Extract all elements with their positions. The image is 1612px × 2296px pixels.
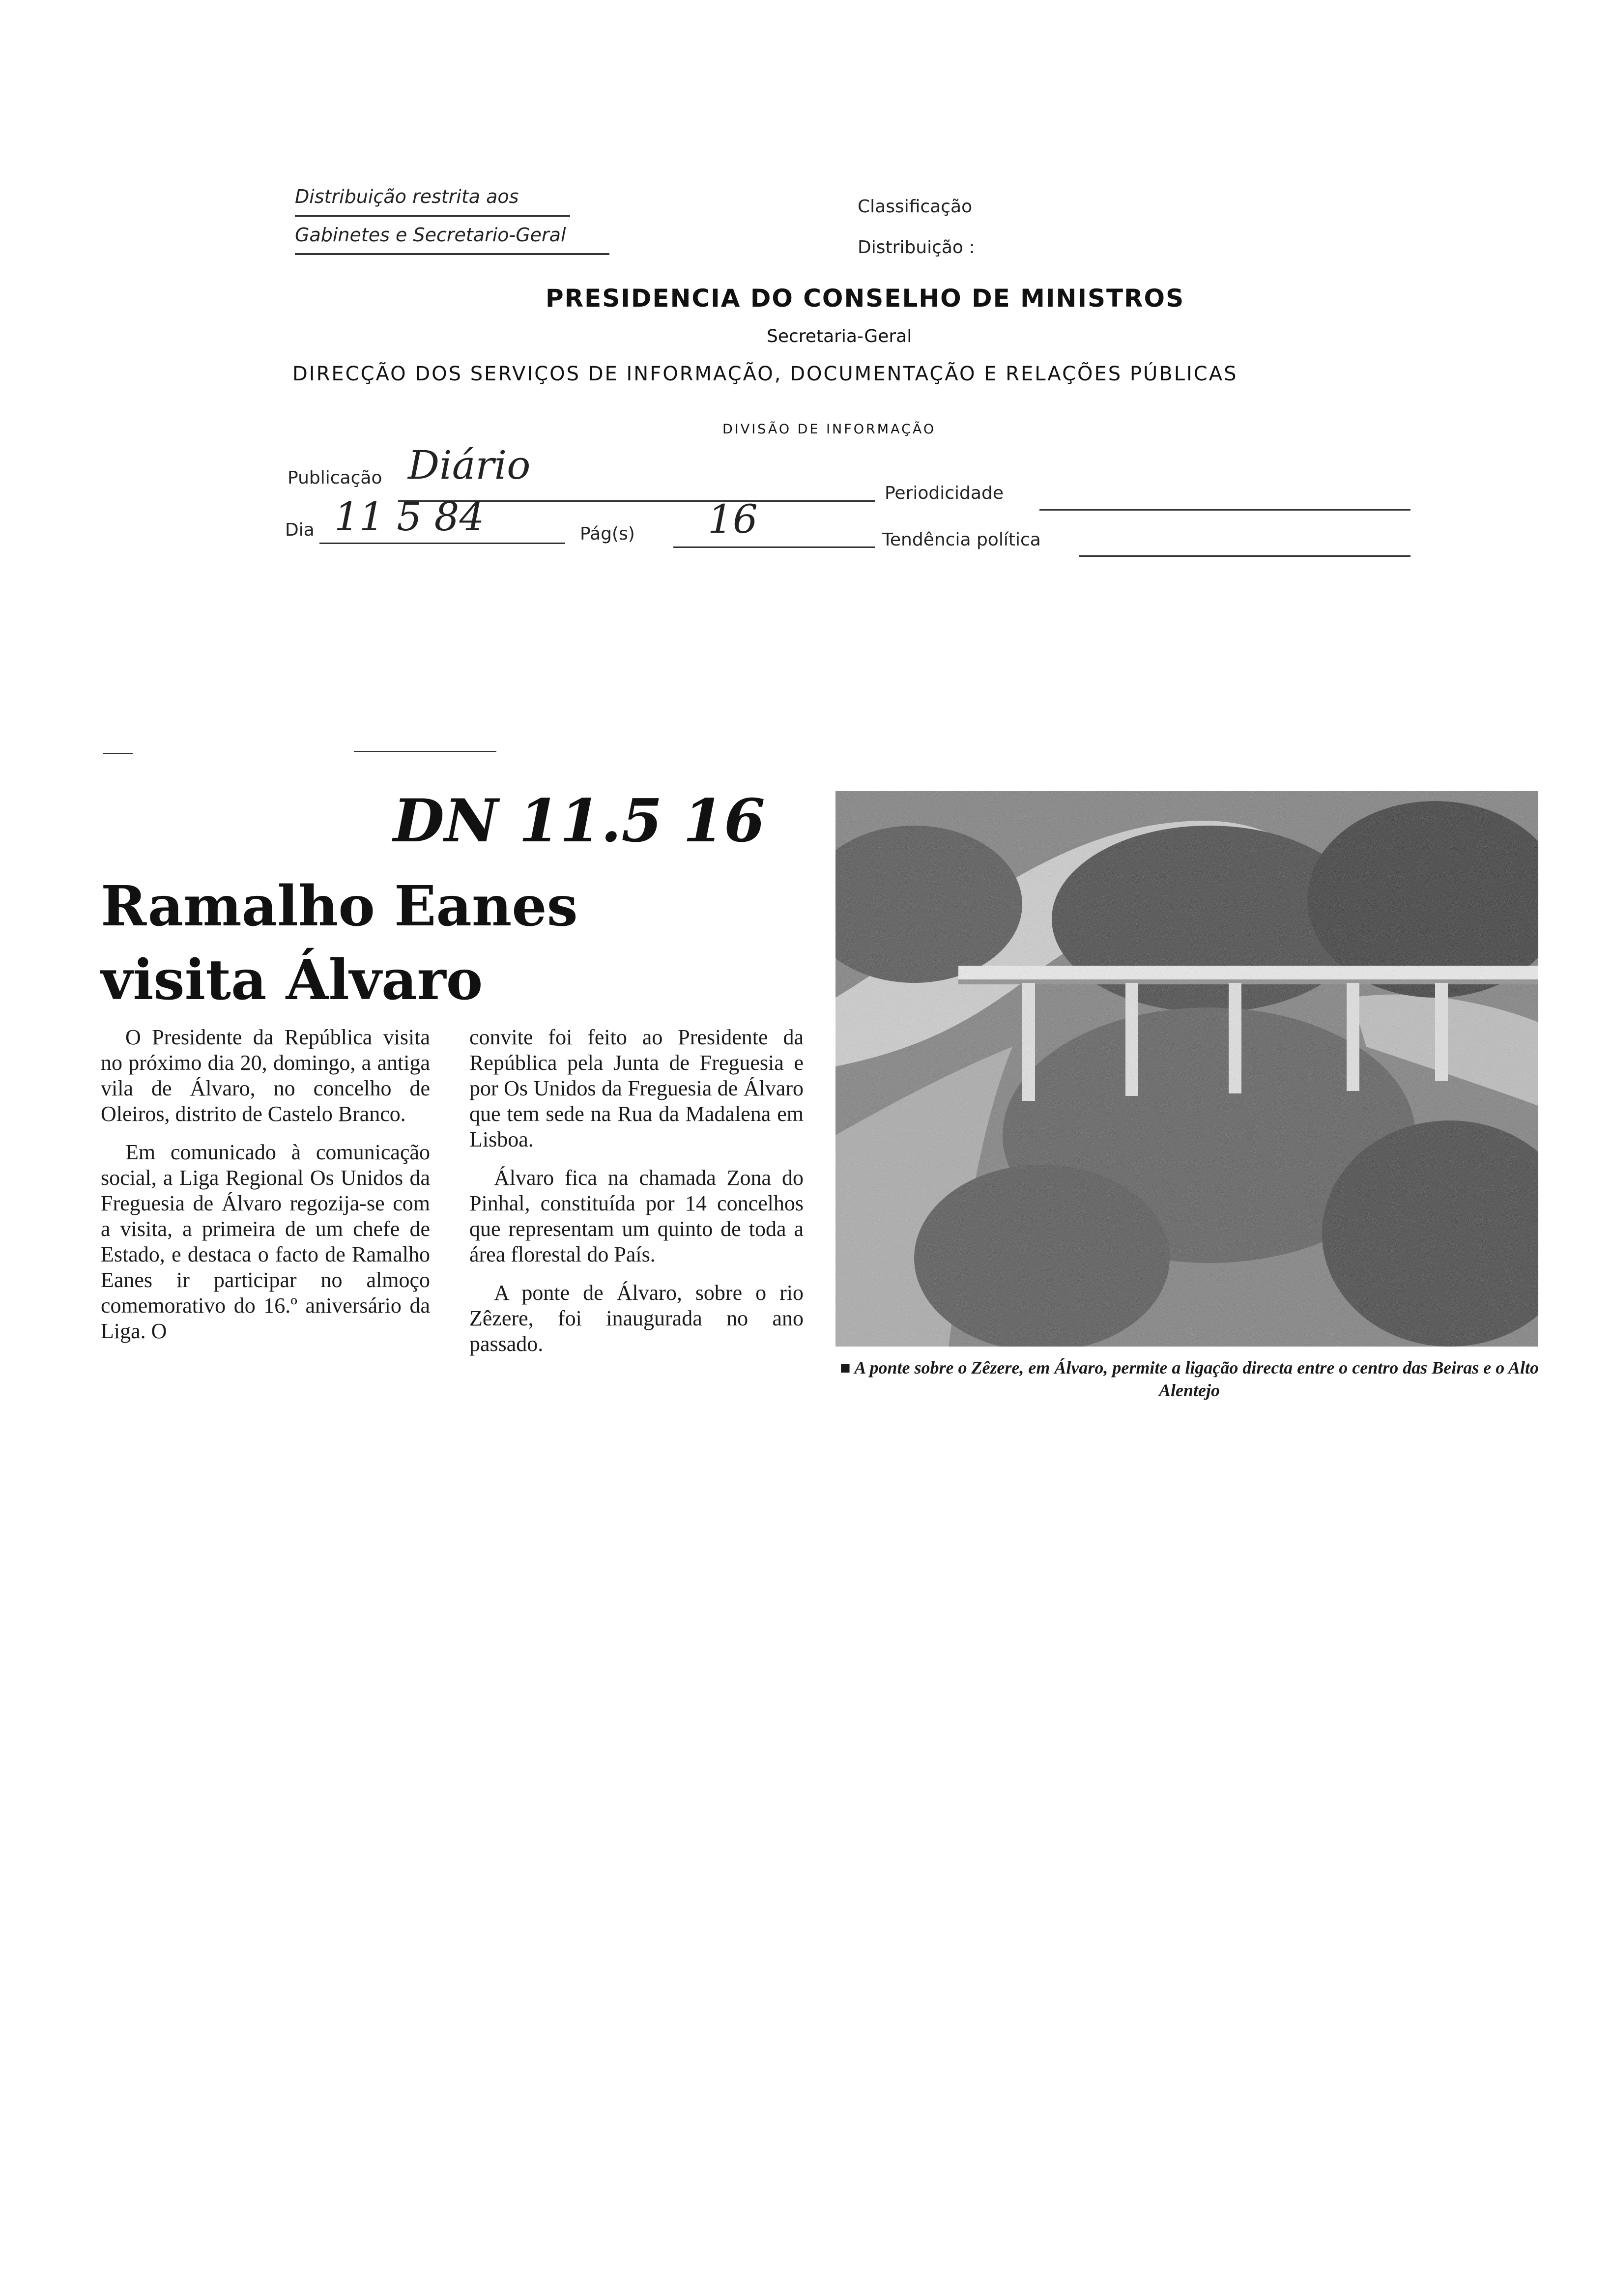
photo-caption: ■ A ponte sobre o Zêzere, em Álvaro, permite a ligação directa entre o centro das Beiras e o Alto Alentejo — [840, 1358, 1539, 1400]
clipping-rule — [103, 753, 133, 754]
article-paragraph: Álvaro fica na chamada Zona do Pinhal, constituída por 14 concelhos que representam um quinto de toda a área florestal do País. — [469, 1166, 804, 1266]
distribution-note-line1: Distribuição restrita aos — [295, 186, 519, 207]
article-column-2 — [469, 1025, 804, 1370]
underline — [295, 215, 570, 217]
field-line — [673, 546, 875, 548]
distribution-label: Distribuição : — [858, 237, 975, 258]
department-name: DIRECÇÃO DOS SERVIÇOS DE INFORMAÇÃO, DOCUMENTAÇÃO E RELAÇÕES PÚBLICAS — [292, 363, 1238, 385]
pages-value: 16 — [708, 496, 758, 542]
page-title: PRESIDENCIA DO CONSELHO DE MINISTROS — [546, 284, 1185, 313]
headline-line2: visita Álvaro — [101, 948, 483, 1012]
day-value: 11 5 84 — [334, 494, 485, 540]
handwritten-annotation: DN 11.5 16 — [393, 786, 765, 856]
bridge-photo-image — [835, 791, 1538, 1347]
clipping-rule — [354, 751, 496, 752]
article-column-1 — [101, 1025, 430, 1357]
article-paragraph: A ponte de Álvaro, sobre o rio Zêzere, foi inaugurada no ano passado. — [469, 1281, 804, 1356]
page-subtitle: Secretaria-Geral — [767, 326, 912, 346]
article-paragraph: O Presidente da República visita no próximo dia 20, domingo, a antiga vila de Álvaro, no concelho de Oleiros, distrito de Castelo Branco. — [101, 1025, 430, 1126]
division-name: DIVISÃO DE INFORMAÇÃO — [722, 422, 936, 437]
article-paragraph: convite foi feito ao Presidente da República pela Junta de Freguesia e por Os Unidos da Freguesia de Álvaro que tem sede na Rua da Madalena em Lisboa. — [469, 1025, 804, 1151]
distribution-note-line2: Gabinetes e Secretario-Geral — [295, 224, 566, 246]
political-tendency-label: Tendência política — [882, 530, 1041, 550]
field-line — [1079, 555, 1410, 557]
publication-value: Diário — [408, 442, 531, 488]
bridge-photo — [835, 791, 1538, 1347]
pages-label: Pág(s) — [580, 524, 635, 544]
day-label: Dia — [285, 520, 315, 540]
headline-line1: Ramalho Eanes — [101, 874, 578, 939]
underline — [295, 253, 609, 255]
periodicity-label: Periodicidade — [885, 483, 1004, 503]
field-line — [1039, 509, 1410, 511]
field-line — [319, 543, 565, 544]
article-paragraph: Em comunicado à comunicação social, a Liga Regional Os Unidos da Freguesia de Álvaro regozija-se com a visita, a primeira de um chefe de Estado, e destaca o facto de Ramalho Eanes ir participar no almoço comemorativo do 16.º aniversário da Liga. O — [101, 1140, 430, 1343]
publication-label: Publicação — [288, 468, 382, 488]
classification-label: Classificação — [858, 197, 973, 217]
